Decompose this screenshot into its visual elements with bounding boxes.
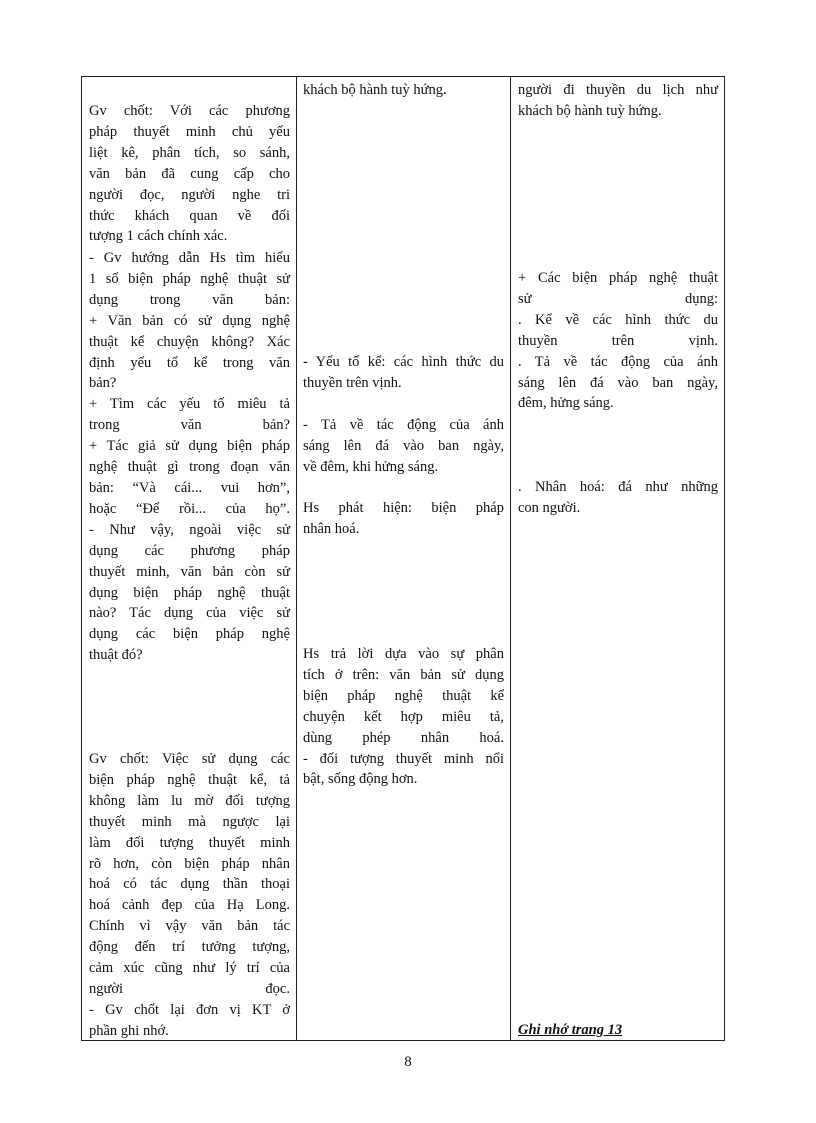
text-line: nghệ thuật gì trong đoạn văn — [89, 459, 290, 476]
text-line: làm đối tượng thuyết minh — [89, 834, 290, 851]
text-line: biện pháp nghệ thuật kể, tả — [89, 771, 290, 788]
text-line: pháp thuyết minh chủ yếu — [89, 123, 290, 140]
text-line: 1 số biện pháp nghệ thuật sử — [89, 270, 290, 287]
text-line: người đi thuyền du lịch như — [518, 82, 718, 98]
text-line: . Nhân hoá: đá như những — [518, 479, 718, 495]
text-line: . Tả về tác động của ánh — [518, 353, 718, 370]
student-text-1 — [303, 80, 504, 101]
text-line: - đối tượng thuyết minh nổi — [303, 750, 504, 767]
text-line: khách bộ hành tuỳ hứng. — [303, 82, 447, 98]
teacher-conclusion-2 — [89, 749, 290, 1042]
text-line: Hs phát hiện: biện pháp — [303, 500, 504, 516]
text-line: người đọc. — [89, 980, 290, 997]
text-line: thức khách quan về đối — [89, 207, 290, 224]
text-line: + Tìm các yếu tố miêu tả — [89, 396, 290, 413]
text-line: dụng biện pháp nghệ thuật — [89, 584, 290, 601]
text-line: thuyền trên vịnh. — [518, 332, 718, 349]
text-line: không làm lu mờ đối tượng — [89, 792, 290, 809]
personification-content — [518, 477, 718, 519]
text-line: bản? — [89, 375, 117, 392]
text-line: biện pháp nghệ thuật kể — [303, 687, 504, 704]
text-line: văn bản đã cung cấp cho — [89, 165, 290, 182]
text-line: khách bộ hành tuỳ hứng. — [518, 102, 662, 119]
text-line: rõ hơn, còn biện pháp nhân — [89, 855, 290, 872]
text-line: Gv chốt: Với các phương — [89, 103, 290, 119]
art-techniques-content — [518, 268, 718, 414]
teacher-guidance — [89, 248, 290, 666]
text-line: tích ở trên: văn bản sử dụng — [303, 666, 504, 683]
text-line: bản: “Và cái... vui hơn”, — [89, 479, 290, 496]
text-line: về đêm, khi hửng sáng. — [303, 458, 439, 475]
text-line: + Văn bản có sử dụng nghệ — [89, 312, 290, 329]
text-line: . Kể về các hình thức du — [518, 311, 718, 328]
student-summary-answer — [303, 644, 504, 790]
text-line: thuyền trên vịnh. — [303, 374, 402, 391]
text-line: - Yếu tố kể: các hình thức du — [303, 354, 504, 370]
memory-note: Ghi nhớ trang 13 — [518, 1022, 623, 1038]
text-line: hoặc “Để rồi... của họ”. — [89, 500, 290, 517]
text-line: - Như vậy, ngoài việc sử — [89, 521, 290, 538]
text-line: Hs trả lời dựa vào sự phân — [303, 646, 504, 662]
text-line: Chính vì vậy văn bản tác — [89, 918, 290, 935]
text-line: cảm xúc cũng như lý trí của — [89, 960, 290, 977]
text-line: liệt kê, phân tích, so sánh, — [89, 144, 290, 161]
text-line: thuyết minh, văn bản còn sử — [89, 563, 290, 580]
text-line: Gv chốt: Việc sử dụng các — [89, 751, 290, 767]
text-line: + Tác giả sử dụng biện pháp — [89, 438, 290, 455]
text-line: sáng lên đá vào ban ngày, — [303, 437, 504, 454]
page-number: 8 — [404, 1054, 412, 1070]
text-line: nào? Tác dụng của việc sử — [89, 605, 290, 622]
lesson-table — [81, 76, 725, 1041]
text-line: chuyện kết hợp miêu tả, — [303, 708, 504, 725]
student-activity-cell — [297, 77, 510, 1040]
text-line: thuyết minh mà ngược lại — [89, 813, 290, 830]
text-line: hoá có tác dụng thần thoại — [89, 876, 290, 893]
text-line: thuật kể chuyện không? Xác — [89, 333, 290, 350]
teacher-conclusion-1 — [89, 101, 290, 247]
text-line: người đọc, người nghe tri — [89, 186, 290, 203]
text-line: - Gv chốt lại đơn vị KT ở — [89, 1001, 290, 1018]
text-line: dùng phép nhân hoá. — [303, 729, 504, 746]
student-narration-answer — [303, 352, 504, 394]
text-line: thuật đó? — [89, 647, 143, 664]
text-line: - Gv hướng dẫn Hs tìm hiểu — [89, 250, 290, 266]
text-line: dụng trong văn bản: — [89, 291, 290, 308]
content-cell — [510, 77, 724, 1040]
text-line: hoá cảnh đẹp của Hạ Long. — [89, 897, 290, 914]
student-personification-answer — [303, 498, 504, 540]
text-line: con người. — [518, 499, 581, 516]
text-line: trong văn bản? — [89, 417, 290, 434]
teacher-activity-cell — [82, 77, 297, 1040]
text-line: - Tả về tác động của ánh — [303, 417, 504, 433]
text-line: nhân hoá. — [303, 520, 360, 537]
text-line: tượng 1 cách chính xác. — [89, 228, 228, 245]
text-line: dụng các biện pháp nghệ — [89, 626, 290, 643]
text-line: động đến trí tưởng tượng, — [89, 939, 290, 956]
text-line: phần ghi nhớ. — [89, 1022, 169, 1039]
text-line: sáng lên đá vào ban ngày, — [518, 374, 718, 391]
text-line: sử dụng: — [518, 290, 718, 307]
text-line: dụng các phương pháp — [89, 542, 290, 559]
text-line: bật, sống động hơn. — [303, 771, 418, 788]
student-description-answer — [303, 415, 504, 478]
content-text-1 — [518, 80, 718, 122]
text-line: + Các biện pháp nghệ thuật — [518, 270, 718, 286]
text-line: định yếu tố kể trong văn — [89, 354, 290, 371]
text-line: đêm, hửng sáng. — [518, 395, 614, 412]
